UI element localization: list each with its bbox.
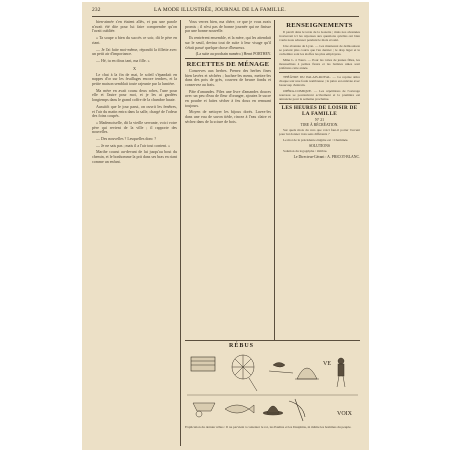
- rebus-word-voix: VOIX: [337, 411, 352, 417]
- recette-paragraph: Conserves aux herbes. Prenez des herbes fines bien lavées et séchées ; hachez-les menu, mettez-les dans des pots de grès, couvrez de beurre fondu et conservez au frais.: [185, 67, 271, 87]
- rebus-caption: Explication du dernier rébus : Il ne parvient à contenter le roi, les Paulins et les Dauphins, ni même les hommes du peuple.: [185, 425, 352, 429]
- story-paragraph: Ma mère en avait cousu deux robes, l'une pour elle et l'autre pour moi, et je les ai gardées longtemps dans le grand coffre de la chambre haute.: [92, 87, 177, 103]
- story-paragraph: Marthe courut au-devant de lui jusqu'au bout du chemin, et le bonhomme la prit dans ses bras en riant comme un enfant.: [92, 149, 177, 164]
- section-rule: [279, 72, 360, 73]
- heures-title: LES HEURES DE LOISIR DE LA FAMILLE: [281, 105, 358, 118]
- story-paragraph: — Des nouvelles ? Lesquelles donc ?: [96, 136, 156, 142]
- theatre-paragraph: OPÉRA-COMIQUE. — Les répétitions de l'ouvrage nouveau se poursuivent activement et la première est annoncée pour la semaine prochaine.: [279, 88, 360, 101]
- recette-paragraph: Pâte d'amandes. Pilez une livre d'amandes douces avec un peu d'eau de fleur d'oranger, ajoutez le sucre en poudre et faites sécher à feu doux en remuant toujours.: [185, 88, 271, 108]
- man-figure: [337, 358, 345, 387]
- director-signature: Le Directeur-Gérant : A. PRICOT-BLANC.: [293, 155, 360, 160]
- story-paragraph: — Je l'ai faite moi-même, répondit la fillette avec un petit air d'importance.: [92, 46, 177, 57]
- story-paragraph: « Mademoiselle, dit la vieille servante, voici votre père qui revient de la ville ; il rapporte des nouvelles.: [92, 119, 177, 135]
- running-title: LA MODE ILLUSTRÉE, JOURNAL DE LA FAMILLE.: [154, 7, 286, 13]
- renseignement-paragraph: Il paraît dans le texte de la Gazette ; mais nos abonnées trouveront ici les réponses aux questions qu'elles ont bien voulu nous adresser pendant le mois écoulé.: [279, 30, 360, 42]
- section-marker: X: [132, 65, 137, 71]
- right-column: [279, 20, 360, 340]
- bird-picture: [269, 363, 293, 374]
- rebus-rule: [185, 340, 360, 341]
- theatre-paragraph: THÉÂTRE DU PALAIS-ROYAL. — La reprise attire chaque soir une foule nombreuse ; la pièce est enlevée avec beaucoup d'entrain.: [279, 74, 360, 87]
- heures-number: N° 21: [314, 118, 324, 123]
- story-paragraph: — Hé, tu en diras tant, ma fille. »: [96, 57, 150, 63]
- book-picture: [191, 357, 215, 371]
- heures-paragraph: Sur quels mots du vers que voici faut-il porter l'accent pour lui donner trois sens différents ?: [279, 128, 360, 137]
- recette-paragraph: Moyen de nettoyer les bijoux dorés. Lavez-les dans une eau de savon tiède, rincez à l'eau claire et séchez dans de la sciure de bois.: [185, 109, 271, 124]
- story-column-2: [185, 20, 271, 338]
- story-paragraph: Aussitôt que le jour parut, on ouvrit les fenêtres, et l'air du matin entra dans la salle, chargé de l'odeur des foins coupés.: [92, 103, 177, 119]
- rebus-title: RÉBUS: [229, 343, 255, 349]
- story-column-1: [92, 20, 177, 446]
- section-rule: [279, 103, 360, 104]
- column-divider-1: [180, 20, 181, 446]
- hat-picture: [263, 406, 283, 415]
- renseignement-paragraph: Mme L. à Tours. — Pour les robes de jeunes filles, les mousselines à petites fleurs et les batistes unies sont préférées cette année.: [279, 58, 360, 70]
- newspaper-page: [82, 2, 369, 450]
- story-signature: (La suite au prochain numéro.) Henri PORTHEY.: [195, 52, 271, 57]
- scythe-picture: [289, 399, 305, 421]
- heures-subtitle: TIRE À RÉCRÉATION.: [300, 123, 339, 128]
- dome-picture: [295, 368, 319, 379]
- story-paragraph: Ils rentrèrent ensemble, et la mère, qui les attendait sur le seuil, devina tout de suite à leur visage qu'il s'était passé quelque chose d'heureux.: [185, 35, 271, 50]
- story-paragraph: Le chat à la fin de mai, le soleil s'épandait en nappes d'or sur les feuillages encore tendres, et la petite maison semblait toute rajeunie par la lumière.: [92, 71, 177, 87]
- fish-picture: [225, 405, 254, 413]
- story-paragraph: bien-aimée s'en étaient allés, et pas une parole n'avait été dite pour lui faire comprendre qu'on l'avait oubliée.: [92, 20, 177, 34]
- story-paragraph: « Ta soupe a bien du succès ce soir, dit le père en riant.: [92, 35, 177, 45]
- barrow-picture: [193, 403, 215, 417]
- solutions-label: SOLUTIONS: [308, 144, 331, 149]
- story-paragraph: Vous verrez bien, ma chère, ce que je vous avais promis ; il n'est pas de bonne journée qui ne finisse par une bonne nouvelle.: [185, 20, 271, 34]
- solution-text: Solution du logogriphe : Ombre.: [283, 149, 328, 154]
- rebus-illustration: [185, 351, 360, 423]
- running-header: [92, 7, 359, 16]
- page-number: 232: [92, 7, 101, 13]
- renseignements-title: RENSEIGNEMENTS: [286, 22, 353, 29]
- column-divider-2: [274, 20, 275, 340]
- story-paragraph: — Je ne sais pas ; mais il a l'air tout content. »: [96, 142, 171, 148]
- header-rule: [92, 16, 359, 17]
- net-picture: [232, 355, 257, 391]
- renseignement-paragraph: Une abonnée de Lyon. — Les manteaux de demi-saison se portent plus courts que l'an dernier ; le drap léger et le cachemire sont les étoffes les plus employées.: [279, 44, 360, 56]
- rebus-word-ve: VE: [323, 361, 331, 367]
- recettes-title: RECETTES DE MÉNAGE: [186, 60, 270, 68]
- section-rule: [185, 58, 271, 59]
- heures-paragraph: Le mot de la précédente énigme est : Cheminée.: [283, 138, 349, 143]
